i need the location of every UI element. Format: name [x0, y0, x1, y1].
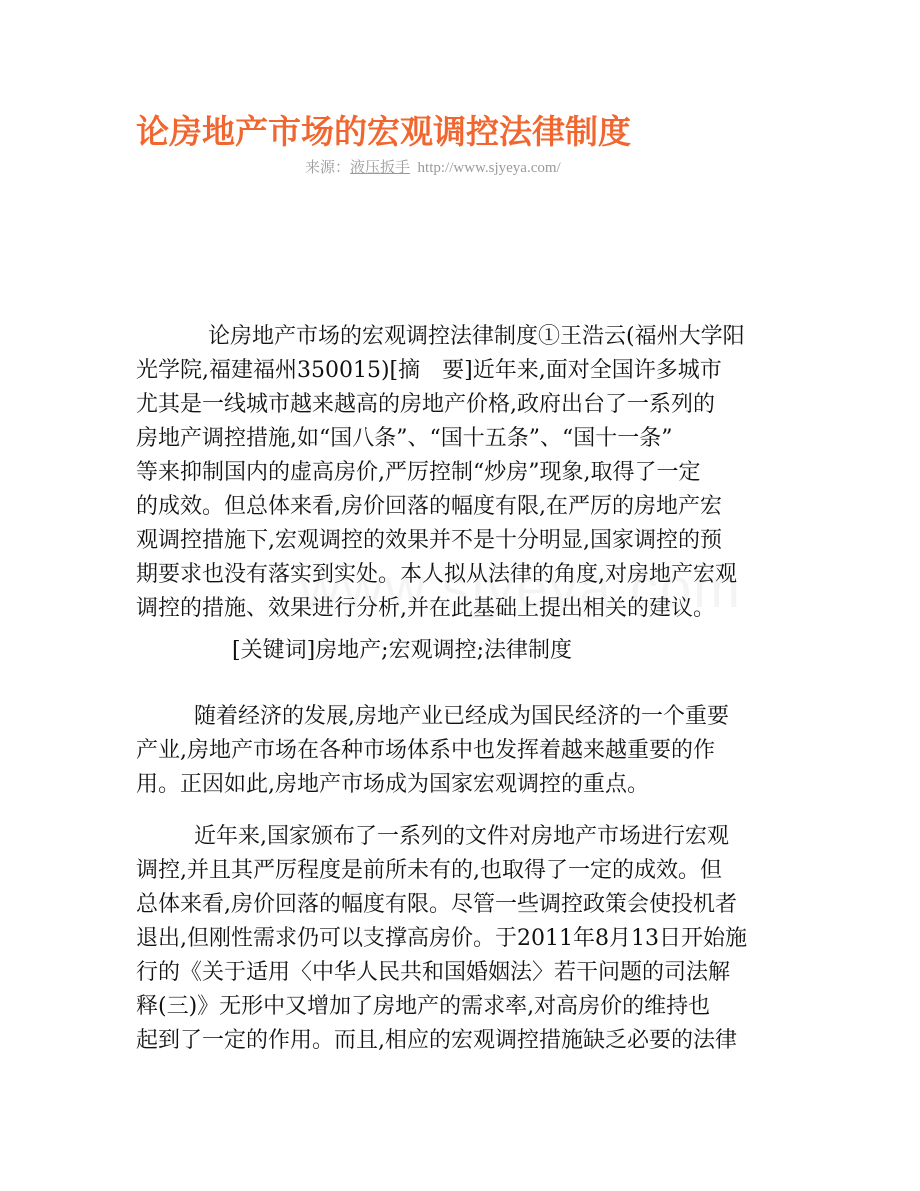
source-link[interactable]: 液压扳手 — [350, 160, 411, 176]
abstract-line: 期要求也没有落实到实处。本人拟从法律的角度,对房地产宏观 — [136, 562, 737, 587]
abstract-line: 调控的措施、效果进行分析,并在此基础上提出相关的建议。 — [136, 596, 715, 621]
body-line: 释(三)》无形中又增加了房地产的需求率,对高房价的维持也 — [136, 994, 711, 1019]
body-line: 产业,房地产市场在各种市场体系中也发挥着越来越重要的作 — [136, 738, 715, 763]
article-source — [305, 157, 561, 179]
body-line: 总体来看,房价回落的幅度有限。尽管一些调控政策会使投机者 — [136, 892, 737, 917]
body-line: 行的《关于适用〈中华人民共和国婚姻法〉若干问题的司法解 — [136, 960, 731, 985]
source-prefix: 来源： — [305, 160, 351, 176]
keywords-line: [关键词]房地产;宏观调控;法律制度 — [232, 638, 572, 663]
abstract-line: 论房地产市场的宏观调控法律制度①王浩云(福州大学阳 — [208, 324, 745, 349]
abstract-line: 房地产调控措施,如“国八条”、“国十五条”、“国十一条” — [136, 426, 673, 451]
body-line: 用。正因如此,房地产市场成为国家宏观调控的重点。 — [136, 772, 649, 797]
article-title: 论房地产市场的宏观调控法律制度 — [136, 112, 631, 151]
abstract-line: 观调控措施下,宏观调控的效果并不是十分明显,国家调控的预 — [136, 528, 722, 553]
body-line: 起到了一定的作用。而且,相应的宏观调控措施缺乏必要的法律 — [136, 1028, 737, 1053]
source-url: http://www.sjyeya.com/ — [417, 160, 561, 176]
abstract-line: 尤其是一线城市越来越高的房地产价格,政府出台了一系列的 — [136, 392, 715, 417]
abstract-line: 光学院,福建福州350015)[摘 要]近年来,面对全国许多城市 — [136, 358, 722, 383]
body-line: 近年来,国家颁布了一系列的文件对房地产市场进行宏观 — [194, 824, 729, 849]
abstract-line: 等来抑制国内的虚高房价,严厉控制“炒房”现象,取得了一定 — [136, 460, 701, 485]
body-line: 退出,但刚性需求仍可以支撑高房价。于2011年8月13日开始施 — [136, 926, 747, 951]
body-line: 调控,并且其严厉程度是前所未有的,也取得了一定的成效。但 — [136, 858, 722, 883]
body-line: 随着经济的发展,房地产业已经成为国民经济的一个重要 — [194, 704, 729, 729]
abstract-line: 的成效。但总体来看,房价回落的幅度有限,在严厉的房地产宏 — [136, 494, 722, 519]
